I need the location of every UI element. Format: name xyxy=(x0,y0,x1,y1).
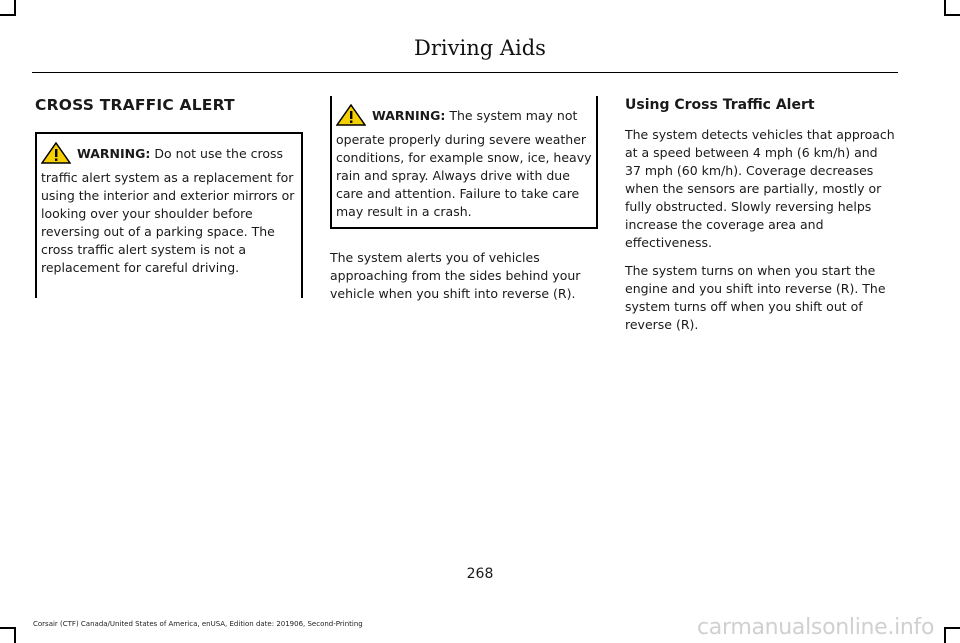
warning-box xyxy=(330,96,598,229)
section-heading: CROSS TRAFFIC ALERT xyxy=(35,96,235,114)
warning-label: WARNING: xyxy=(77,146,151,161)
subheading: Using Cross Traffic Alert xyxy=(625,97,815,113)
crop-mark xyxy=(944,14,960,16)
header-divider xyxy=(32,72,898,73)
left-column xyxy=(35,96,303,298)
warning-label: WARNING: xyxy=(372,108,446,123)
watermark: carmanualsonline.info xyxy=(697,615,935,640)
crop-mark xyxy=(944,627,960,629)
warning-text: The system may not operate properly during severe weather conditions, for example snow, ice, heavy rain and spray. Always drive with due care and attention. Failure to take care may result in a crash. xyxy=(336,108,592,219)
crop-mark xyxy=(0,14,16,16)
body-paragraph: The system alerts you of vehicles approaching from the sides behind your vehicle when you shift into reverse (R). xyxy=(330,250,581,301)
warning-box xyxy=(35,132,303,298)
warning-triangle-icon xyxy=(41,142,71,169)
warning-text: Do not use the cross traffic alert system as a replacement for using the interior and exterior mirrors or looking over your shoulder before reversing out of a parking space. The cross traffic alert system is not a replacement for careful driving. xyxy=(41,146,295,275)
body-paragraph: The system turns on when you start the engine and you shift into reverse (R). The system turns off when you shift out of reverse (R). xyxy=(625,263,886,332)
middle-column xyxy=(330,96,598,313)
crop-mark xyxy=(944,627,946,643)
crop-mark xyxy=(0,627,16,629)
page-header-title: Driving Aids xyxy=(414,36,546,60)
right-column xyxy=(625,96,895,344)
body-paragraph: The system detects vehicles that approach at a speed between 4 mph (6 km/h) and 37 mph (60 km/h). Coverage decreases when the sensors are partially, mostly or fully obstructed. Slowly reversing helps increase the coverage area and effectiveness. xyxy=(625,127,895,250)
warning-triangle-icon xyxy=(336,104,366,131)
crop-mark xyxy=(14,627,16,643)
page-number: 268 xyxy=(466,566,494,582)
footer-edition-info: Corsair (CTF) Canada/United States of America, enUSA, Edition date: 201906, Second-Printing xyxy=(33,620,363,628)
